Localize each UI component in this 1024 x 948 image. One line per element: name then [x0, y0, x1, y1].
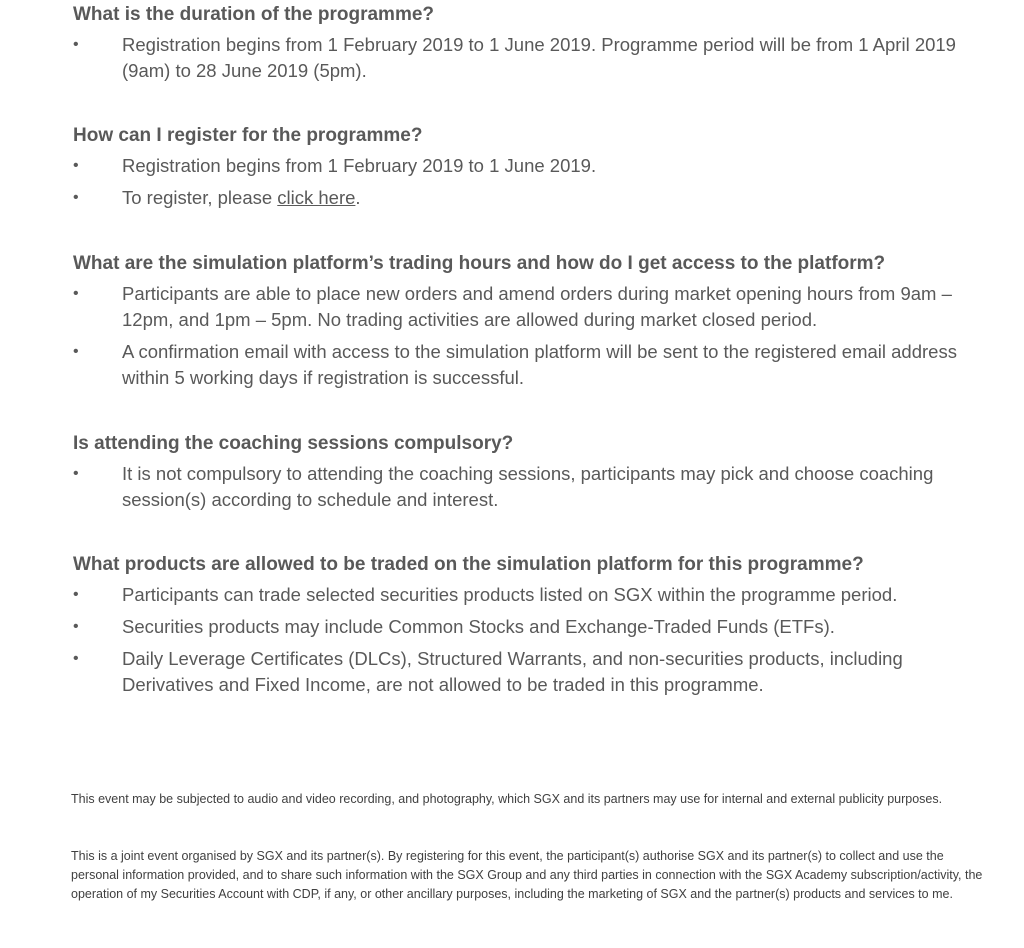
bullet-icon: •	[73, 157, 79, 174]
faq-question: How can I register for the programme?	[73, 125, 423, 146]
faq-answer-list	[73, 153, 993, 211]
faq-answer-list	[73, 281, 993, 391]
faq-answer-item	[73, 153, 993, 179]
faq-section-coaching	[73, 431, 993, 519]
register-link[interactable]: click here	[277, 187, 356, 208]
faq-answer-item	[73, 32, 993, 84]
faq-answer-list	[73, 32, 993, 84]
faq-answer-item	[73, 646, 993, 698]
faq-answer-item	[73, 614, 993, 640]
faq-answer-text: Daily Leverage Certificates (DLCs), Structured Warrants, and non-securities products, including Derivatives and Fixed Income, are not allowed to be traded in this programme.	[122, 648, 903, 695]
faq-section-register	[73, 123, 993, 217]
faq-answer-item	[73, 461, 993, 513]
faq-question: Is attending the coaching sessions compulsory?	[73, 433, 514, 454]
faq-answer-item	[73, 281, 993, 333]
register-prefix-text: To register, please	[122, 187, 278, 208]
faq-answer-text: Participants are able to place new orders and amend orders during market opening hours from 9am – 12pm, and 1pm – 5pm. No trading activities are allowed during market closed period.	[122, 283, 952, 330]
bullet-icon: •	[73, 465, 79, 482]
recording-notice: This event may be subjected to audio and video recording, and photography, which SGX and its partners may use for internal and external publicity purposes.	[71, 792, 943, 806]
faq-answer-text: Registration begins from 1 February 2019 to 1 June 2019. Programme period will be from 1 April 2019 (9am) to 28 June 2019 (5pm).	[122, 34, 956, 81]
faq-question: What are the simulation platform’s trading hours and how do I get access to the platform?	[73, 253, 886, 274]
faq-answer-list	[73, 582, 993, 698]
faq-question: What products are allowed to be traded on the simulation platform for this programme?	[73, 554, 864, 575]
bullet-icon: •	[73, 343, 79, 360]
faq-answer-item	[73, 582, 993, 608]
faq-section-products	[73, 552, 993, 704]
bullet-icon: •	[73, 586, 79, 603]
bullet-icon: •	[73, 285, 79, 302]
bullet-icon: •	[73, 650, 79, 667]
faq-answer-text: Participants can trade selected securities products listed on SGX within the programme period.	[122, 584, 898, 605]
faq-answer-list	[73, 461, 993, 513]
consent-notice: This is a joint event organised by SGX and its partner(s). By registering for this event, the participant(s) authorise SGX and its partner(s) to collect and use the personal information provided, and to share such information with the SGX Group and any third parties in connection with the SGX Academy subscription/activity, the operation of my Securities Account with CDP, if any, or other ancillary purposes, including the marketing of SGX and the partner(s) products and services to me.	[71, 849, 983, 901]
faq-answer-text: It is not compulsory to attending the coaching sessions, participants may pick and choose coaching session(s) according to schedule and interest.	[122, 463, 934, 510]
register-suffix-text: .	[355, 187, 361, 208]
faq-section-trading-hours	[73, 251, 993, 397]
bullet-icon: •	[73, 189, 79, 206]
faq-question: What is the duration of the programme?	[73, 4, 435, 25]
faq-answer-text: Securities products may include Common Stocks and Exchange-Traded Funds (ETFs).	[122, 616, 835, 637]
faq-section-duration	[73, 2, 993, 90]
faq-answer-item	[73, 185, 993, 211]
faq-answer-item	[73, 339, 993, 391]
bullet-icon: •	[73, 618, 79, 635]
faq-answer-text: Registration begins from 1 February 2019 to 1 June 2019.	[122, 155, 597, 176]
faq-answer-text: A confirmation email with access to the simulation platform will be sent to the registered email address within 5 working days if registration is successful.	[122, 341, 957, 388]
bullet-icon: •	[73, 36, 79, 53]
